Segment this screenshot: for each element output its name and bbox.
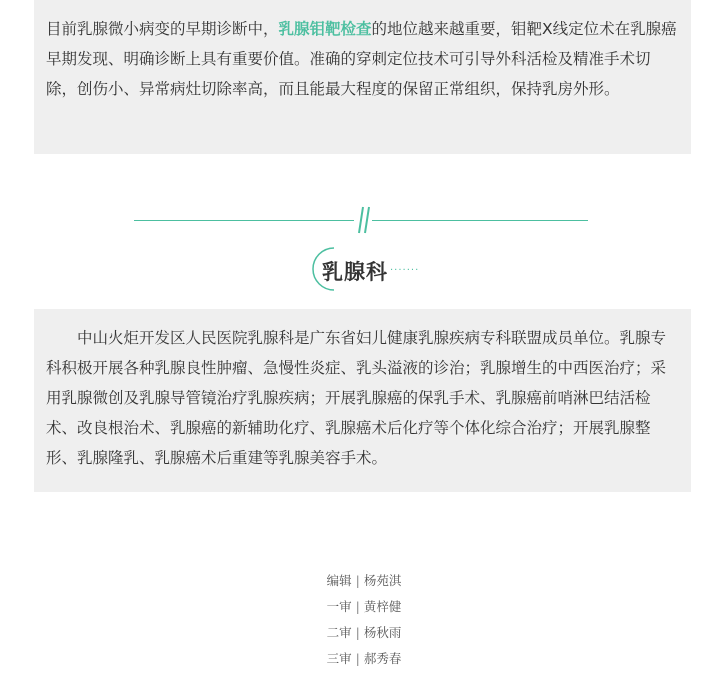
credit-separator: | (355, 573, 360, 588)
credit-line (0, 568, 728, 594)
department-panel (34, 309, 691, 492)
credit-role: 编辑 (326, 573, 352, 588)
double-slash-icon (356, 205, 372, 235)
intro-highlight: 乳腺钼靶检查 (278, 20, 372, 38)
credit-line (0, 594, 728, 620)
credit-name: 郝秀春 (363, 651, 402, 666)
intro-text-before: 目前乳腺微小病变的早期诊断中， (46, 20, 279, 38)
credit-role: 一审 (326, 599, 352, 614)
credit-separator: | (355, 599, 360, 614)
credit-role: 二审 (326, 625, 352, 640)
credit-line (0, 620, 728, 646)
credit-line (0, 646, 728, 672)
divider-line-left (134, 220, 354, 221)
credit-separator: | (355, 625, 360, 640)
section-title: 乳腺科 (322, 260, 388, 284)
credits (0, 568, 728, 672)
credit-separator: | (355, 651, 360, 666)
intro-panel (34, 0, 691, 154)
credit-name: 黄梓健 (363, 599, 402, 614)
section-heading (304, 245, 434, 293)
credit-name: 杨苑淇 (363, 573, 402, 588)
credit-role: 三审 (326, 651, 352, 666)
department-text: 中山火炬开发区人民医院乳腺科是广东省妇儿健康乳腺疾病专科联盟成员单位。乳腺专科积极开展各种乳腺良性肿瘤、急慢性炎症、乳头溢液的诊治；乳腺增生的中西医治疗；采用乳腺微创及乳腺导管镜治疗乳腺疾病；开展乳腺癌的保乳手术、乳腺癌前哨淋巴结活检术、改良根治术、乳腺癌的新辅助化疗、乳腺癌术后化疗等个体化综合治疗；开展乳腺整形、乳腺隆乳、乳腺癌术后重建等乳腺美容手术。 (46, 329, 667, 467)
intro-text-after: 的地位越来越重要，钼靶X线定位术在乳腺癌早期发现、明确诊断上具有重要价值。准确的穿刺定位技术可引导外科活检及精准手术切除，创伤小、异常病灶切除率高，而且能最大程度的保留正常组织，保持乳房外形。 (46, 20, 677, 98)
credit-name: 杨秋雨 (363, 625, 402, 640)
dots-decoration: ······· (390, 265, 420, 276)
divider-line-right (372, 220, 588, 221)
